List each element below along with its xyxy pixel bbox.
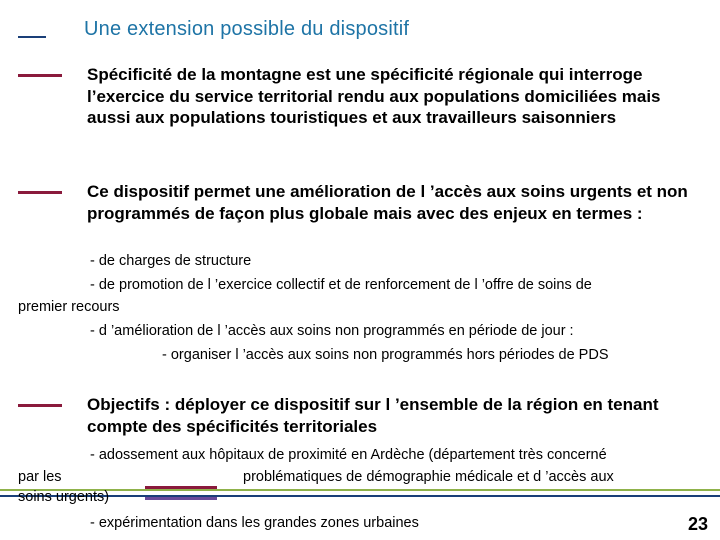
sub-item-text: - expérimentation dans les grandes zones urbaines: [90, 515, 419, 531]
bullet-text-3: Objectifs : déployer ce dispositif sur l ’ensemble de la région en tenant compte des spécificités territoriales: [87, 395, 659, 436]
sub-item-text: - de promotion de l ’exercice collectif et de renforcement de l ’offre de soins de: [90, 277, 592, 293]
bullet-marker: [18, 191, 62, 194]
bullet-marker: [18, 404, 62, 407]
sub-item-text: soins urgents): [18, 489, 110, 505]
band-accent: [145, 486, 217, 489]
bullet-text-2: Ce dispositif permet une amélioration de l ’accès aux soins urgents et non programmés de façon plus globale mais avec des enjeux en termes :: [87, 182, 688, 223]
sub-item-text: - organiser l ’accès aux soins non programmés hors périodes de PDS: [162, 347, 609, 363]
sub-item-text: - adossement aux hôpitaux de proximité en Ardèche (département très concerné: [90, 447, 607, 463]
page-number: 23: [687, 514, 708, 534]
bullet-text-1: Spécificité de la montagne est une spécificité régionale qui interroge l’exercice du service territorial rendu aux populations domiciliées mais aussi aux populations touristiques et aux travailleurs saisonniers: [87, 65, 661, 127]
title-rule: [18, 36, 46, 38]
bullet-marker: [18, 74, 62, 77]
sub-item-text: - de charges de structure: [90, 253, 252, 269]
sub-item-text: par les: [18, 469, 62, 485]
sub-item-text: - d ’amélioration de l ’accès aux soins non programmés en période de jour :: [90, 323, 574, 339]
slide-title: Une extension possible du dispositif: [84, 18, 410, 40]
sub-item-text: premier recours: [18, 299, 120, 315]
band-accent: [145, 497, 217, 500]
sub-item-text: problématiques de démographie médicale et d ’accès aux: [243, 469, 614, 485]
